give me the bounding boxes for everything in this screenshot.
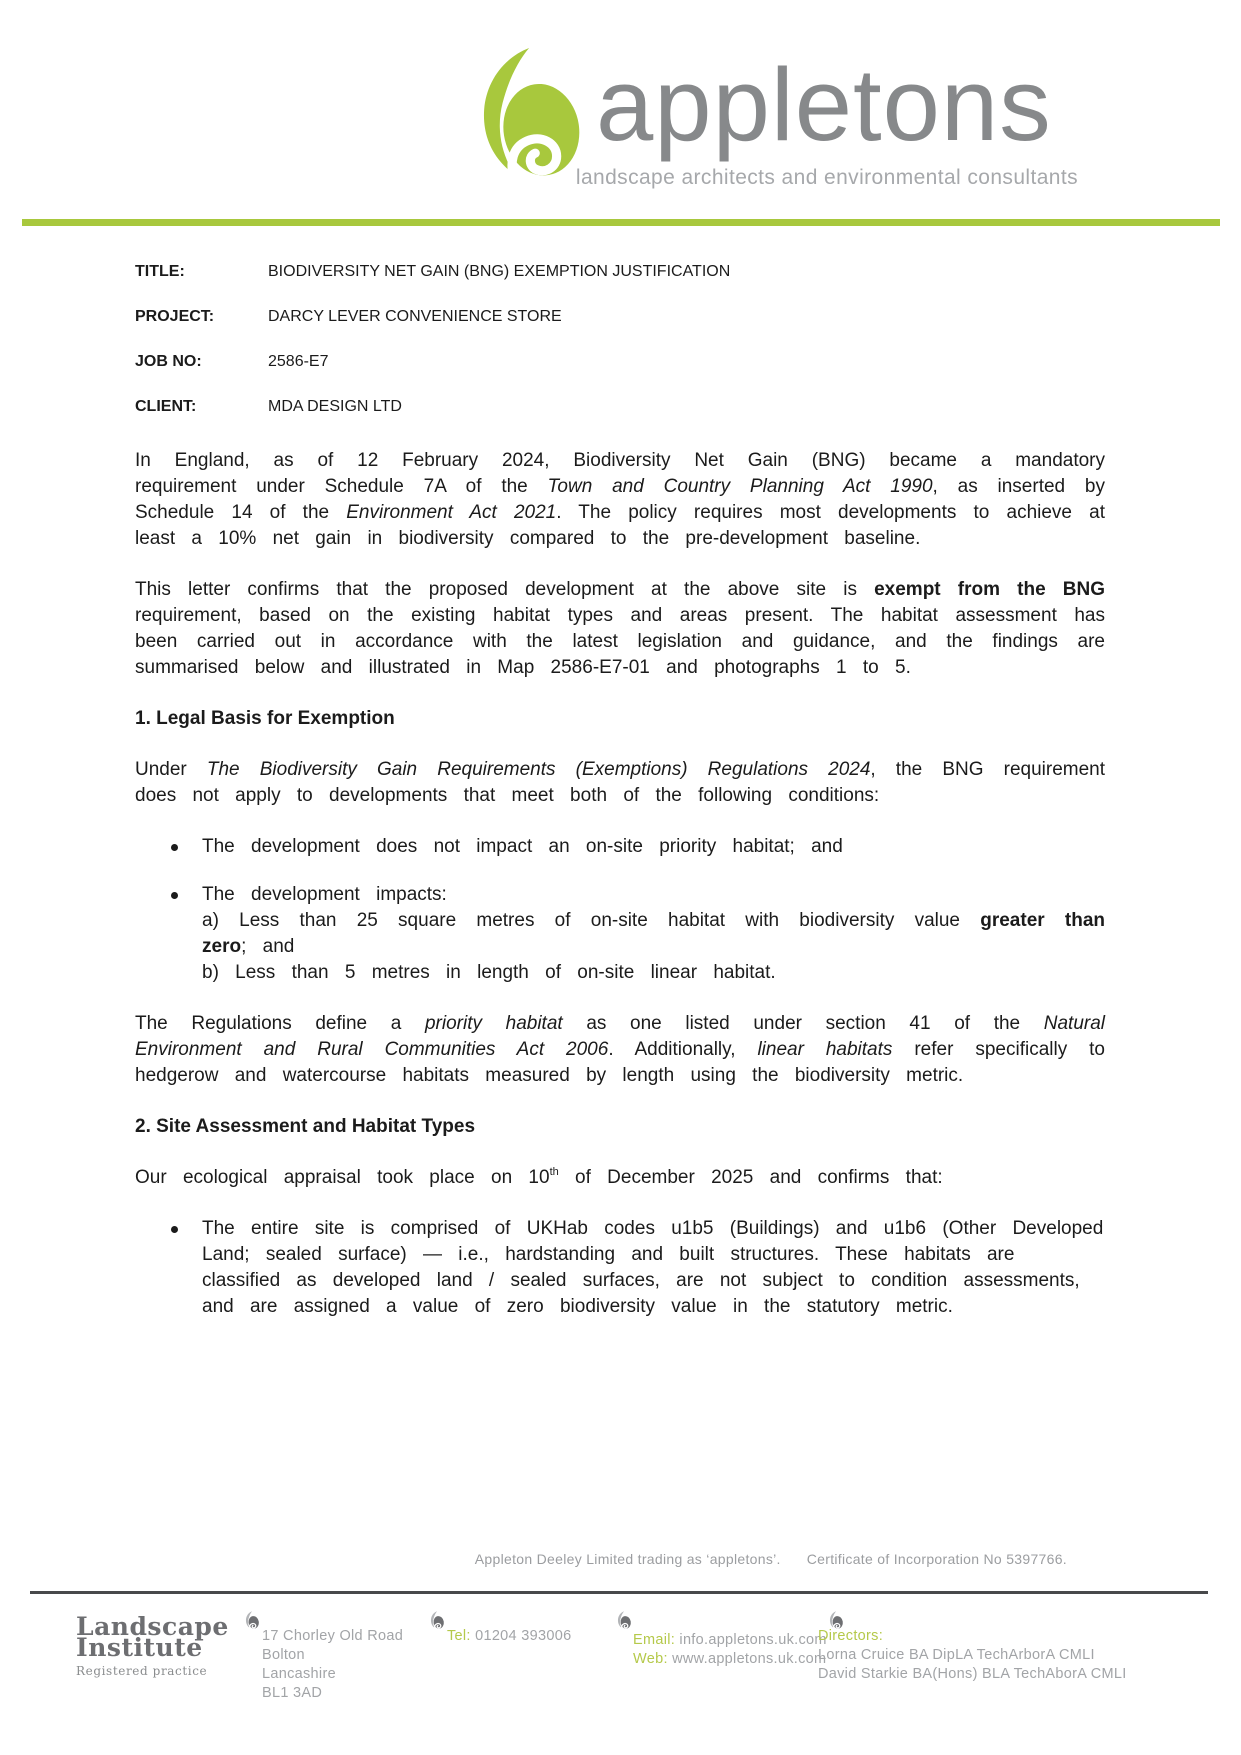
address-line: Bolton: [262, 1647, 305, 1663]
footer-telephone: [447, 1627, 571, 1646]
meta-label: PROJECT:: [135, 308, 215, 325]
text-run: a) Less than 25 square metres of on-site habitat with biodiversity value: [202, 910, 981, 931]
list-item: [202, 834, 1105, 860]
text-run-italic: Town and Country Planning Act 1990: [547, 476, 933, 497]
text-run-bold: greater than zero: [202, 910, 1105, 957]
text-run: . The policy requires most developments to achieve at least a 10% net gain in biodiversity compared to the pre-development baseline.: [135, 502, 1105, 549]
registered-practice-label: Registered practice: [76, 1664, 208, 1678]
text-run: The development does not impact an on-site priority habitat; and: [202, 836, 843, 857]
paragraph-appraisal: [135, 1165, 1105, 1191]
text-run: , as inserted by Schedule 14 of the: [135, 476, 1105, 523]
conditions-list: [135, 834, 1105, 986]
address-line: BL1 3AD: [262, 1685, 323, 1701]
title-block: [135, 262, 1105, 416]
meta-value: 2586-E7: [268, 353, 329, 370]
text-run-bold: exempt from the BNG: [874, 579, 1105, 600]
paragraph-intro: [135, 448, 1105, 552]
paragraph-regulations: [135, 757, 1105, 809]
meta-value: DARCY LEVER CONVENIENCE STORE: [268, 308, 562, 325]
text-run: of December 2025 and confirms that:: [558, 1167, 943, 1188]
web-label: Web:: [633, 1651, 668, 1667]
appletons-mark-icon: [243, 1611, 260, 1631]
text-run: , the BNG requirement does not apply to developments that meet both of the following conditions:: [135, 759, 1106, 806]
footer-address: [262, 1627, 403, 1703]
meta-row-jobno: [135, 352, 1105, 371]
text-run: refer specifically to hedgerow and watercourse habitats measured by length using the biodiversity metric.: [135, 1039, 1105, 1086]
text-run: This letter confirms that the proposed development at the above site is: [135, 579, 875, 600]
text-run: . Additionally,: [608, 1039, 758, 1060]
text-run-superscript: th: [549, 1166, 559, 1178]
certificate-text: Certificate of Incorporation No 5397766.: [806, 1551, 1067, 1567]
footer-divider: [30, 1591, 1208, 1594]
web-line: [633, 1650, 827, 1669]
tel-label: Tel:: [447, 1628, 471, 1644]
text-run: b) Less than 5 metres in length of on-site linear habitat.: [202, 962, 776, 983]
meta-row-client: [135, 397, 1105, 416]
text-run-italic: Natural Environment and Rural Communities Act 2006: [135, 1013, 1105, 1060]
section-heading-legal-basis: 1. Legal Basis for Exemption: [135, 708, 395, 729]
meta-label: CLIENT:: [135, 398, 197, 415]
paragraph-definitions: [135, 1011, 1105, 1089]
list-item: [202, 882, 1105, 986]
text-run: requirement, based on the existing habitat types and areas present. The habitat assessment has been carried out in accordance with the latest legislation and guidance, and the findings are summarised below and illustrated in Map 2586-E7-01 and photographs 1 to 5.: [135, 605, 1105, 678]
header-divider: [22, 219, 1220, 226]
footer-directors: [818, 1627, 1127, 1684]
text-run: as one listed under section 41 of the: [562, 1013, 1044, 1034]
landscape-institute-line2: Institute: [76, 1633, 203, 1662]
text-run-italic: Environment Act 2021: [346, 502, 557, 523]
appletons-mark-icon: [428, 1611, 445, 1631]
director-name: Lorna Cruice BA DipLA TechArborA CMLI: [818, 1647, 1095, 1663]
text-run: The development impacts:: [202, 884, 447, 905]
meta-row-project: [135, 307, 1105, 326]
text-run: The Regulations define a: [135, 1013, 425, 1034]
header-logo: [460, 46, 1080, 194]
company-registration-line: [475, 1551, 1067, 1567]
address-line: 17 Chorley Old Road: [262, 1628, 404, 1644]
text-run: ; and: [241, 936, 295, 957]
text-run-italic: priority habitat: [424, 1013, 563, 1034]
meta-value: BIODIVERSITY NET GAIN (BNG) EXEMPTION JUSTIFICATION: [268, 263, 731, 280]
text-run-italic: The Biodiversity Gain Requirements (Exemptions) Regulations 2024: [206, 759, 871, 780]
site-findings-list: [135, 1216, 1105, 1320]
text-run-italic: linear habitats: [757, 1039, 893, 1060]
brand-tagline: landscape architects and environmental consultants: [575, 166, 1078, 189]
email-line: [633, 1631, 827, 1650]
meta-value: MDA DESIGN LTD: [268, 398, 402, 415]
text-run: Under: [135, 759, 207, 780]
address-line: Lancashire: [262, 1666, 336, 1682]
landscape-institute-line1: Landscape: [76, 1612, 229, 1641]
web-address: www.appletons.uk.com: [667, 1651, 827, 1667]
text-run: Our ecological appraisal took place on 10: [135, 1167, 550, 1188]
text-run: The entire site is comprised of UKHab codes u1b5 (Buildings) and u1b6 (Other Developed Land; sealed surface) — i.e., hardstanding and built structures. These habitats are classified as developed land / sealed surfaces, are not subject to condition assessments, and are assigned a value of zero biodiversity value in the statutory metric.: [202, 1218, 1104, 1317]
section-heading-site-assessment: 2. Site Assessment and Habitat Types: [135, 1116, 476, 1137]
directors-label: Directors:: [818, 1628, 884, 1644]
footer-email-web: [633, 1631, 827, 1669]
brand-name: appletons: [596, 47, 1052, 162]
company-name-text: Appleton Deeley Limited trading as ‘appletons’.: [474, 1551, 781, 1567]
meta-label: TITLE:: [135, 263, 185, 280]
header-brand-text: [575, 46, 1078, 190]
email-address: info.appletons.uk.com: [675, 1632, 827, 1648]
list-item: [202, 1216, 1105, 1320]
meta-label: JOB NO:: [135, 353, 202, 370]
director-name: David Starkie BA(Hons) BLA TechAborA CMLI: [818, 1666, 1127, 1682]
email-label: Email:: [633, 1632, 676, 1648]
document-body: [135, 262, 1105, 1345]
appletons-mark-icon: [460, 46, 590, 194]
meta-row-title: [135, 262, 1105, 281]
paragraph-confirmation: [135, 577, 1105, 681]
appletons-mark-icon: [615, 1611, 632, 1631]
tel-number: 01204 393006: [470, 1628, 572, 1644]
text-run: In England, as of 12 February 2024, Biodiversity Net Gain (BNG) became a mandatory requirement under Schedule 7A of the: [135, 450, 1105, 497]
landscape-institute-logo: [76, 1612, 229, 1678]
